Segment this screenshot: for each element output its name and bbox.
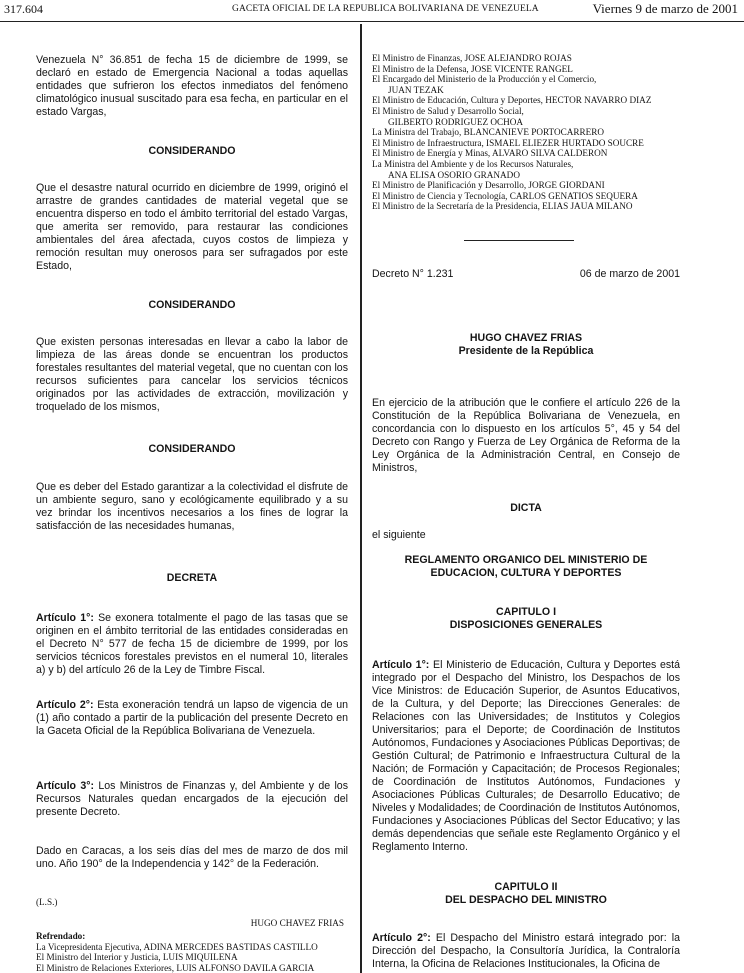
section-rule xyxy=(464,240,574,241)
header-rule xyxy=(0,21,744,22)
decree-number: Decreto N° 1.231 xyxy=(372,268,454,280)
article-paragraph xyxy=(36,699,348,738)
article-text: Los Ministros de Finanzas y, del Ambiente y de los Recursos Naturales quedan encargados de la ejecución del presente Decreto. xyxy=(36,780,348,818)
chapter-title: DISPOSICIONES GENERALES xyxy=(449,619,603,631)
considerando-paragraph: Que el desastre natural ocurrido en diciembre de 1999, originó el arrastre de grandes cantidades de material vegetal que se encuentra disperso en todo el ámbito territorial del estado Vargas, que amerita ser removido, para restaurar las condiciones ambientales del área afectada, cuyos costos de limpieza y remoción resultan muy onerosos para ser sufragados por este Estado, xyxy=(36,182,348,272)
refrendado-line: La Vicepresidenta Ejecutiva, ADINA MERCEDES BASTIDAS CASTILLO xyxy=(36,941,318,952)
cabinet-list xyxy=(372,53,680,212)
dicta-heading: DICTA xyxy=(510,502,542,514)
article-paragraph xyxy=(372,659,680,854)
cabinet-line: ANA ELISA OSORIO GRANADO xyxy=(388,169,520,180)
page-header xyxy=(0,0,744,24)
cabinet-line: La Ministra del Trabajo, BLANCANIEVE PORTOCARRERO xyxy=(372,127,605,138)
considerando-heading: CONSIDERANDO xyxy=(148,299,236,311)
article-paragraph xyxy=(36,780,348,819)
refrendado-label: Refrendado: xyxy=(36,931,86,941)
chapter-heading: CAPITULO I xyxy=(495,606,557,618)
article-text: Se exonera totalmente el pago de las tasas que se originen en el ámbito territorial de las entidades consideradas en el Decreto N° 577 de fecha 15 de diciembre de 1999, por los servicios técnicos forestales previstos en el numeral 10, literales a) y b) del artículo 26 de la Ley de Timbre Fiscal. xyxy=(36,612,348,676)
article-label: Artículo 1°: xyxy=(36,612,94,624)
considerando-paragraph: Que existen personas interesadas en llevar a cabo la labor de limpieza de las áreas donde se encuentran los productos forestales resultantes del material vegetal, que no cuentan con los recursos suficientes para cancelar los servicios técnicos originados por las actividades de extracción, movilización y troquelado de los mismos, xyxy=(36,336,348,413)
cabinet-line: El Ministro de Educación, Cultura y Deportes, HECTOR NAVARRO DIAZ xyxy=(372,95,652,106)
seal-marker: (L.S.) xyxy=(36,897,58,907)
article-paragraph xyxy=(372,932,680,971)
chapter-heading: CAPITULO II xyxy=(494,881,558,893)
page-number: 317.604 xyxy=(4,2,43,16)
publication-date: Viernes 9 de marzo de 2001 xyxy=(592,1,738,16)
refrendado-line: El Ministro del Interior y Justicia, LUIS MIQUILENA xyxy=(36,952,238,963)
article-text: El Ministerio de Educación, Cultura y Deportes está integrado por el Despacho del Ministro, los Despachos de los Vice Ministros: de Educación Superior, de Asuntos Educativos, de la Cultura, y del Deporte; las Direcciones Generales: de Relaciones con las Universidades; de Institutos y Colegios Universitarios; para el Deporte; de Coordinación de Institutos Autónomos, Fundaciones y Asociaciones Públicas Deportivas; de Gestión Cultural; de Patrimonio e Infraestructura Cultural de la Nación; de Formación y Capacitación; de Procesos Regionales; de Coordinación de Institutos Autónomos, Fundaciones y Asociaciones Públicas Culturales; de Desarrollo Educativo; de Niveles y Modalidades; de Coordinación de Institutos Autónomos, Fundaciones y Asociaciones Públicas del Sector Educativo; y las demás dependencias que señale este Reglamento Orgánico y el Reglamento Interno. xyxy=(372,659,681,853)
refrendado-block xyxy=(36,931,348,973)
president-name: HUGO CHAVEZ FRIAS xyxy=(469,332,583,344)
article-text: Esta exoneración tendrá un lapso de vigencia de un (1) año contado a partir de la publicación del presente Decreto en la Gaceta Oficial de la República Bolivariana de Venezuela. xyxy=(36,699,348,737)
cabinet-line: El Ministro de Infraestructura, ISMAEL ELIEZER HURTADO SOUCRE xyxy=(372,137,644,148)
intro-paragraph: Venezuela N° 36.851 de fecha 15 de diciembre de 1999, se declaró en estado de Emergencia Nacional a todas aquellas entidades que sufrieron los efectos inmediatos del fenómeno climatológico inusual suscitado para esa fecha, en particular en el estado Vargas, xyxy=(36,54,348,118)
article-label: Artículo 2°: xyxy=(372,932,431,944)
signature: HUGO CHAVEZ FRIAS xyxy=(250,918,344,928)
chapter-title: DEL DESPACHO DEL MINISTRO xyxy=(445,894,607,906)
cabinet-line: El Encargado del Ministerio de la Producción y el Comercio, xyxy=(372,74,597,85)
decree-line xyxy=(372,268,680,281)
president-title: Presidente de la República xyxy=(458,345,594,357)
cabinet-line: El Ministro de Finanzas, JOSE ALEJANDRO ROJAS xyxy=(372,53,572,63)
cabinet-line: El Ministro de Ciencia y Tecnología, CARLOS GENATIOS SEQUERA xyxy=(372,190,638,201)
column-divider xyxy=(360,24,362,973)
cabinet-line: JUAN TEZAK xyxy=(388,84,444,95)
article-label: Artículo 2°: xyxy=(36,699,94,711)
cabinet-line: El Ministro de Energía y Minas, ALVARO SILVA CALDERON xyxy=(372,148,608,159)
article-label: Artículo 1°: xyxy=(372,659,430,671)
refrendado-line: El Ministro de Relaciones Exteriores, LUIS ALFONSO DAVILA GARCIA xyxy=(36,962,315,973)
decree-date: 06 de marzo de 2001 xyxy=(579,268,680,280)
publication-title: GACETA OFICIAL DE LA REPUBLICA BOLIVARIANA DE VENEZUELA xyxy=(232,4,539,14)
el-siguiente: el siguiente xyxy=(372,529,426,541)
article-text: El Despacho del Ministro estará integrado por: la Dirección del Despacho, la Consultoría Jurídica, la Contraloría Interna, la Oficina de Relaciones Institucionales, la Oficina de xyxy=(372,932,680,970)
cabinet-line: El Ministro de la Secretaría de la Presidencia, ELIAS JAUA MILANO xyxy=(372,201,633,212)
cabinet-line: La Ministra del Ambiente y de los Recursos Naturales, xyxy=(372,158,574,169)
decreta-heading: DECRETA xyxy=(166,572,218,584)
considerando-heading: CONSIDERANDO xyxy=(148,145,236,157)
cabinet-line: El Ministro de la Defensa, JOSE VICENTE RANGEL xyxy=(372,63,573,74)
article-paragraph xyxy=(36,612,348,677)
closing-paragraph: Dado en Caracas, a los seis días del mes de marzo de dos mil uno. Año 190° de la Independencia y 142° de la Federación. xyxy=(36,845,348,870)
article-label: Artículo 3°: xyxy=(36,780,95,792)
reglamento-title: REGLAMENTO ORGANICO DEL MINISTERIO DE xyxy=(404,554,648,566)
preamble-paragraph: En ejercicio de la atribución que le confiere el artículo 226 de la Constitución de la República Bolivariana de Venezuela, en concordancia con lo dispuesto en los artículos 5°, 45 y 54 del Decreto con Rango y Fuerza de Ley Orgánica de Reforma de la Ley Orgánica de la Administración Central, en Consejo de Ministros, xyxy=(372,397,680,474)
considerando-paragraph: Que es deber del Estado garantizar a la colectividad el disfrute de un ambiente seguro, sano y ecológicamente equilibrado y a su vez brindar los incentivos necesarios a los fines de lograr la satisfacción de las necesidades humanas, xyxy=(36,481,348,532)
reglamento-title: EDUCACION, CULTURA Y DEPORTES xyxy=(430,567,622,579)
cabinet-line: El Ministro de Planificación y Desarrollo, JORGE GIORDANI xyxy=(372,180,605,191)
cabinet-line: GILBERTO RODRIGUEZ OCHOA xyxy=(388,116,524,127)
cabinet-line: El Ministro de Salud y Desarrollo Social, xyxy=(372,105,524,116)
considerando-heading: CONSIDERANDO xyxy=(148,443,236,455)
